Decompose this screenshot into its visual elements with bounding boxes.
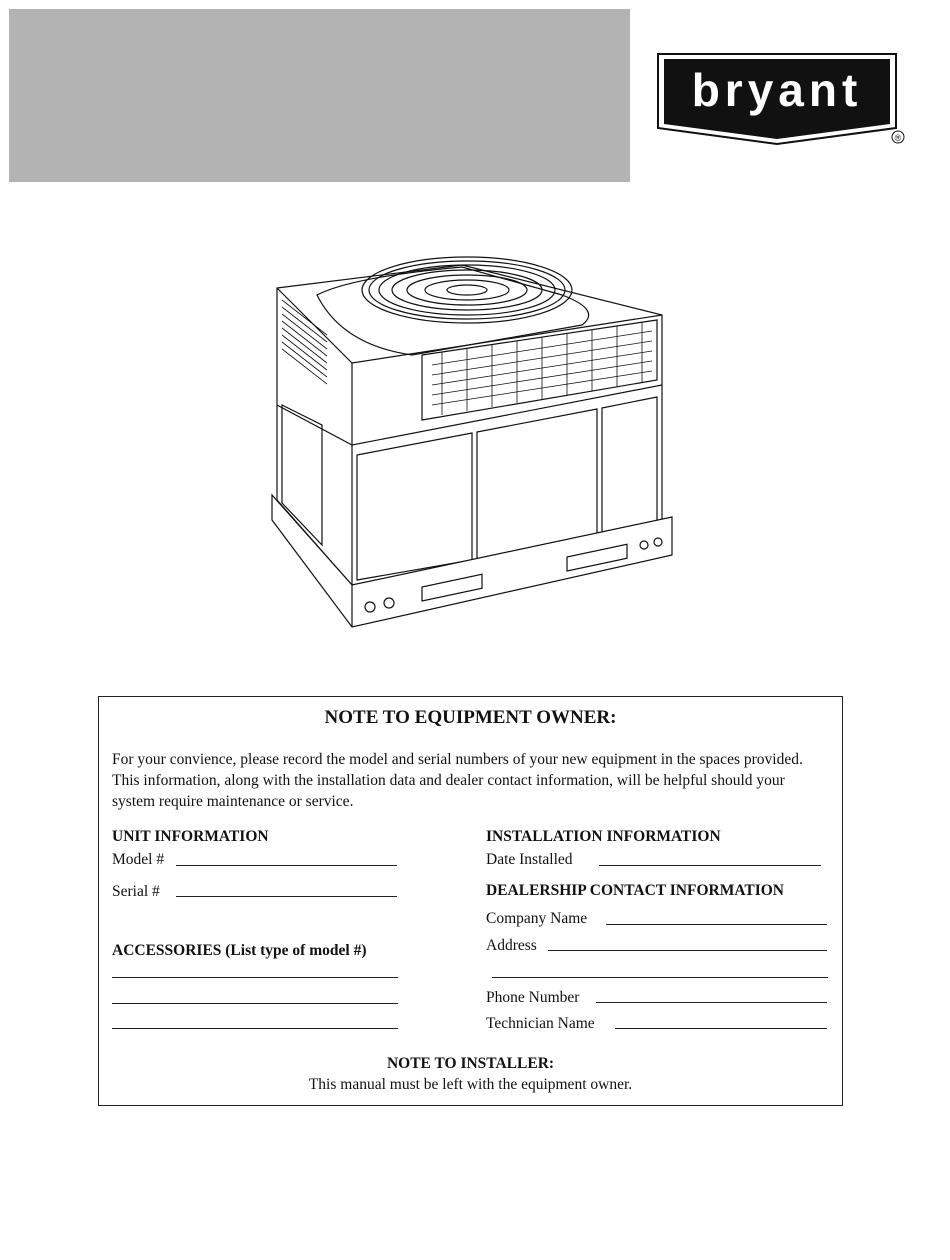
company-name-label: Company Name [486, 910, 588, 927]
model-field-line[interactable] [176, 865, 397, 866]
serial-label: Serial # [112, 883, 160, 900]
unit-info-heading: UNIT INFORMATION [112, 828, 269, 845]
packaged-unit-illustration [262, 255, 682, 640]
owner-note-paragraph: For your convience, please record the model and serial numbers of your new equipment in the spaces provided. This information, along with the installation data and dealer contact information, will be helpful should your system require maintenance or service. [112, 751, 803, 810]
technician-name-field-line[interactable] [615, 1028, 827, 1029]
company-name-field-line[interactable] [606, 924, 827, 925]
logo-wordmark: bryant [691, 64, 863, 116]
registered-mark: ® [894, 133, 902, 143]
installer-note-text: This manual must be left with the equipment owner. [308, 1076, 633, 1093]
owner-note-box [98, 696, 843, 1106]
accessories-heading: ACCESSORIES (List type of model #) [112, 942, 367, 959]
installation-info-heading: INSTALLATION INFORMATION [486, 828, 721, 845]
accessory-line-3[interactable] [112, 1028, 398, 1029]
address-field-line-2[interactable] [492, 977, 828, 978]
installer-note-title: NOTE TO INSTALLER: [386, 1055, 555, 1072]
owner-note-title: NOTE TO EQUIPMENT OWNER: [324, 707, 617, 728]
accessory-line-1[interactable] [112, 977, 398, 978]
date-installed-label: Date Installed [486, 851, 573, 868]
address-label: Address [486, 937, 537, 954]
phone-number-field-line[interactable] [596, 1002, 827, 1003]
bryant-logo [652, 46, 912, 148]
accessory-line-2[interactable] [112, 1003, 398, 1004]
dealership-heading: DEALERSHIP CONTACT INFORMATION [486, 882, 784, 899]
address-field-line-1[interactable] [548, 950, 827, 951]
gray-title-band [9, 9, 630, 182]
phone-number-label: Phone Number [486, 989, 580, 1006]
technician-name-label: Technician Name [486, 1015, 595, 1032]
model-label: Model # [112, 851, 165, 868]
serial-field-line[interactable] [176, 896, 397, 897]
date-installed-field-line[interactable] [599, 865, 821, 866]
